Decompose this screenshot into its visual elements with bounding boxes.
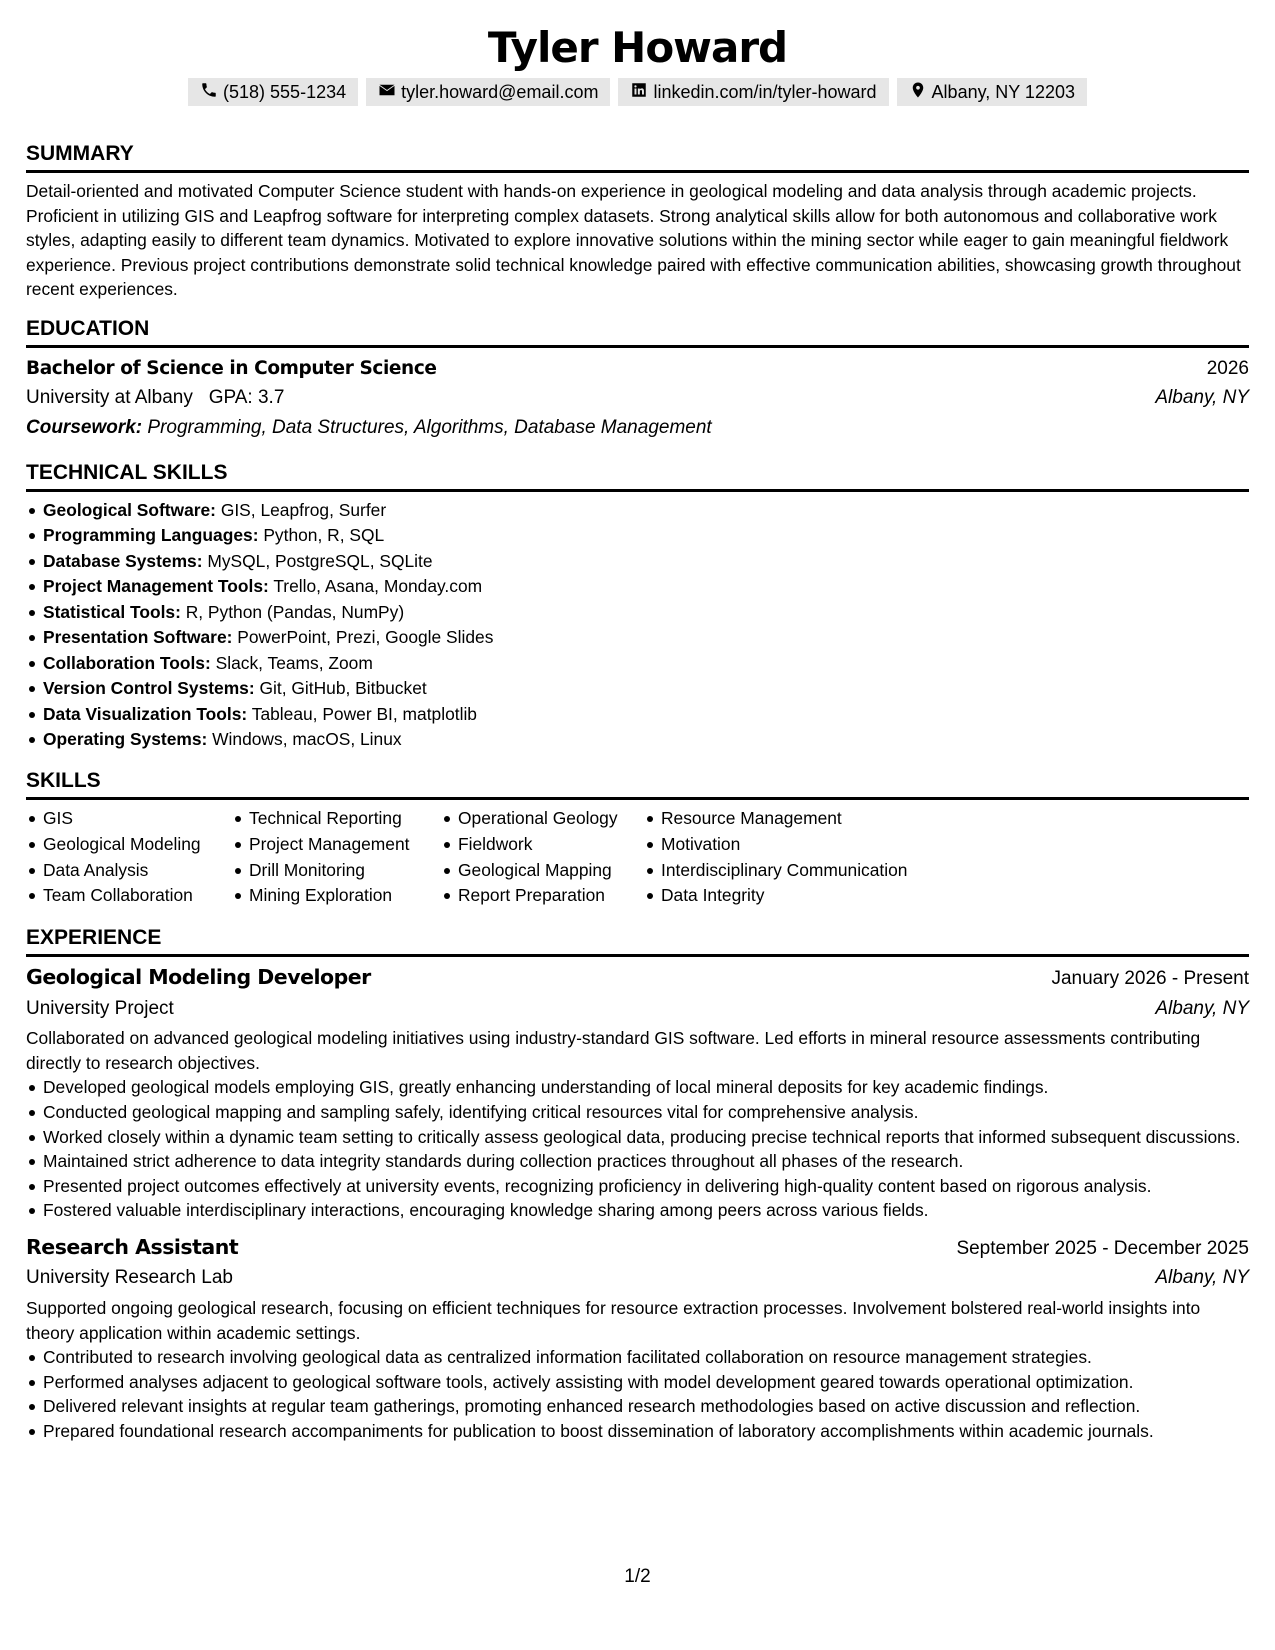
job-title: Research Assistant [26, 1234, 239, 1259]
job-location: Albany, NY [1155, 997, 1249, 1019]
list-item: Fostered valuable interdisciplinary interactions, encouraging knowledge sharing among peers across various fields. [26, 1198, 1249, 1223]
summary-text: Detail-oriented and motivated Computer Science student with hands-on experience in geological modeling and data analysis through academic projects. Proficient in utilizing GIS and Leapfrog software for interpreting complex datasets. Strong analytical skills allow for both autonomous and collaborative work styles, adapting easily to different team dynamics. Motivated to explore innovative solutions within the mining sector while eager to gain meaningful fieldwork experience. Previous project contributions demonstrate solid technical knowledge paired with effective communication abilities, showcasing growth throughout recent experiences. [26, 181, 1241, 300]
list-item: Interdisciplinary Communication [644, 858, 907, 884]
list-item [26, 574, 1249, 600]
section-title-skills: SKILLS [26, 768, 101, 792]
list-item: Fieldwork [441, 832, 644, 858]
section-divider [26, 954, 1249, 957]
list-item: Team Collaboration [26, 883, 232, 909]
skills-column [26, 806, 232, 909]
gpa: GPA: 3.7 [208, 387, 285, 409]
list-item [26, 600, 1249, 626]
list-item: Developed geological models employing GIS, greatly enhancing understanding of local mineral deposits for key academic findings. [26, 1075, 1249, 1100]
section-title-summary: SUMMARY [26, 142, 134, 165]
job-dates: September 2025 - December 2025 [956, 1237, 1249, 1259]
summary-section [26, 142, 1249, 302]
job-dates: January 2026 - Present [1051, 968, 1249, 990]
skill-values: PowerPoint, Prezi, Google Slides [237, 627, 494, 648]
list-item: Geological Modeling [26, 832, 232, 858]
contact-bar [26, 78, 1249, 106]
list-item: GIS [26, 806, 232, 832]
coursework-list: Programming, Data Structures, Algorithms, Database Management [147, 416, 712, 438]
list-item: Geological Mapping [441, 858, 644, 884]
list-item: Motivation [644, 832, 907, 858]
job-description: Collaborated on advanced geological modeling initiatives using industry-standard GIS software. Led efforts in mineral resource assessments contributing directly to research objectives. [26, 1028, 1201, 1073]
skills-column [644, 806, 907, 909]
technical-skills-section [26, 461, 1249, 753]
section-title-experience: EXPERIENCE [26, 926, 162, 950]
location-text: Albany, NY 12203 [931, 81, 1075, 102]
email-icon [378, 81, 396, 104]
coursework [26, 413, 1249, 442]
job-bullets [26, 1345, 1249, 1443]
school-info [26, 383, 284, 413]
education-school-row [26, 383, 1249, 413]
skill-category: Operating Systems: [43, 729, 208, 750]
skill-category: Database Systems: [43, 550, 203, 571]
list-item: Conducted geological mapping and sampling safely, identifying critical resources vital for comprehensive analysis. [26, 1100, 1249, 1125]
coursework-label: Coursework: [26, 416, 143, 438]
skills-grid [26, 806, 1249, 909]
technical-skills-list [26, 498, 1249, 753]
section-divider [26, 797, 1249, 800]
experience-entry [26, 1233, 1249, 1444]
section-divider [26, 170, 1249, 173]
list-item: Contributed to research involving geological data as centralized information facilitated collaboration on resource management strategies. [26, 1345, 1249, 1370]
list-item: Mining Exploration [232, 883, 441, 909]
contact-linkedin [618, 78, 888, 106]
skill-values: R, Python (Pandas, NumPy) [185, 601, 405, 622]
job-org-row [26, 1263, 1249, 1293]
list-item: Worked closely within a dynamic team setting to critically assess geological data, producing precise technical reports that informed subsequent discussions. [26, 1125, 1249, 1150]
skill-values: GIS, Leapfrog, Surfer [220, 499, 387, 520]
phone-icon [200, 81, 218, 104]
list-item: Drill Monitoring [232, 858, 441, 884]
skills-column [232, 806, 441, 909]
job-organization: University Project [26, 997, 174, 1019]
skills-column [441, 806, 644, 909]
skill-category: Collaboration Tools: [43, 652, 211, 673]
skill-values: Trello, Asana, Monday.com [273, 576, 483, 597]
list-item: Performed analyses adjacent to geological software tools, actively assisting with model development geared towards operational optimization. [26, 1370, 1249, 1395]
school-name: University at Albany [26, 387, 193, 409]
section-divider [26, 489, 1249, 492]
skill-category: Version Control Systems: [43, 678, 255, 699]
list-item [26, 498, 1249, 524]
list-item: Resource Management [644, 806, 907, 832]
job-organization: University Research Lab [26, 1267, 233, 1289]
list-item [26, 676, 1249, 702]
skill-values: MySQL, PostgreSQL, SQLite [207, 550, 433, 571]
education-header-row [26, 354, 1249, 384]
degree-title: Bachelor of Science in Computer Science [26, 357, 437, 379]
skill-category: Programming Languages: [43, 525, 259, 546]
skill-values: Slack, Teams, Zoom [215, 652, 373, 673]
list-item [26, 523, 1249, 549]
list-item: Operational Geology [441, 806, 644, 832]
skill-category: Project Management Tools: [43, 576, 269, 597]
candidate-name: Tyler Howard [487, 23, 788, 72]
section-title-technical-skills: TECHNICAL SKILLS [26, 460, 228, 484]
skill-values: Tableau, Power BI, matplotlib [251, 703, 477, 724]
list-item: Prepared foundational research accompaniments for publication to boost dissemination of laboratory accomplishments within academic journals. [26, 1419, 1249, 1444]
experience-entry [26, 963, 1249, 1223]
list-item: Presented project outcomes effectively at university events, recognizing proficiency in delivering high-quality content based on rigorous analysis. [26, 1174, 1249, 1199]
list-item: Maintained strict adherence to data integrity standards during collection practices throughout all phases of the research. [26, 1149, 1249, 1174]
school-location: Albany, NY [1155, 387, 1249, 409]
page-number: 1/2 [624, 1566, 651, 1587]
list-item: Report Preparation [441, 883, 644, 909]
job-description: Supported ongoing geological research, focusing on efficient techniques for resource extraction processes. Involvement bolstered real-world insights into theory application within academic settings. [26, 1297, 1201, 1343]
list-item: Technical Reporting [232, 806, 441, 832]
job-bullets [26, 1075, 1249, 1223]
map-pin-icon [909, 81, 927, 104]
skill-values: Windows, macOS, Linux [212, 729, 402, 750]
linkedin-icon [630, 81, 648, 104]
contact-email [366, 78, 610, 106]
linkedin-text: linkedin.com/in/tyler-howard [653, 81, 877, 102]
list-item [26, 549, 1249, 575]
job-org-row [26, 994, 1249, 1024]
list-item [26, 625, 1249, 651]
list-item: Delivered relevant insights at regular team gatherings, promoting enhanced research methodologies based on active discussion and reflection. [26, 1394, 1249, 1419]
list-item [26, 727, 1249, 753]
job-header-row [26, 1233, 1249, 1264]
contact-location [897, 78, 1087, 106]
skill-category: Geological Software: [43, 499, 216, 520]
phone-text: (518) 555-1234 [223, 81, 347, 102]
section-divider [26, 345, 1249, 348]
skill-category: Data Visualization Tools: [43, 703, 248, 724]
education-section [26, 317, 1249, 442]
job-title: Geological Modeling Developer [26, 965, 371, 990]
list-item: Data Integrity [644, 883, 907, 909]
skill-category: Statistical Tools: [43, 601, 181, 622]
job-location: Albany, NY [1155, 1267, 1249, 1289]
list-item [26, 651, 1249, 677]
skills-section [26, 769, 1249, 909]
email-text: tyler.howard@email.com [401, 81, 599, 102]
section-title-education: EDUCATION [26, 316, 150, 340]
skill-category: Presentation Software: [43, 627, 233, 648]
skill-values: Python, R, SQL [263, 525, 385, 546]
list-item [26, 702, 1249, 728]
list-item: Data Analysis [26, 858, 232, 884]
skill-values: Git, GitHub, Bitbucket [259, 678, 427, 699]
job-header-row [26, 963, 1249, 994]
experience-section [26, 926, 1249, 1443]
list-item: Project Management [232, 832, 441, 858]
graduation-year: 2026 [1206, 357, 1249, 379]
contact-phone [188, 78, 358, 106]
